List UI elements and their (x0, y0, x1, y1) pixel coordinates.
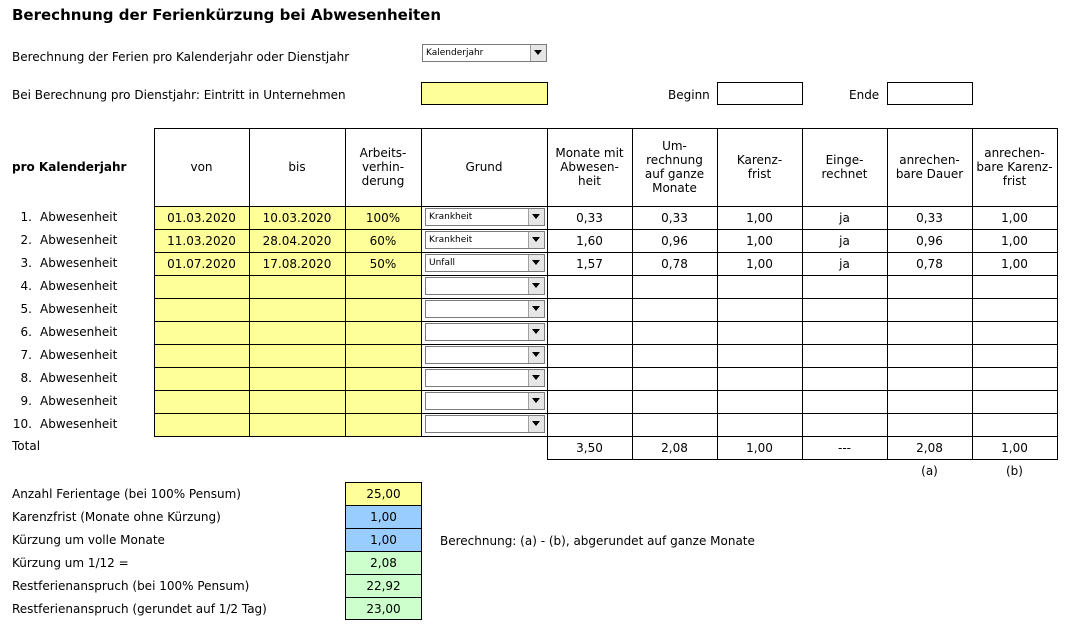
grid-line (802, 436, 803, 459)
grid-line (345, 206, 346, 436)
column-header: bis (288, 160, 306, 174)
cell-dauer (887, 321, 972, 344)
cell-dauer (887, 275, 972, 298)
cell-dauer: 0,78 (916, 256, 943, 271)
row-label (12, 256, 117, 270)
chevron-down-icon[interactable] (528, 255, 544, 271)
row-text: Abwesenheit (40, 417, 118, 431)
chevron-down-icon[interactable] (528, 393, 544, 409)
grid-line (1057, 436, 1058, 459)
reason-dropdown[interactable] (425, 231, 545, 249)
grid-line (887, 206, 888, 436)
footnote-b: (b) (1006, 464, 1023, 478)
calc-note: Berechnung: (a) - (b), abgerundet auf ganze Monate (440, 534, 755, 548)
grid-line (717, 206, 718, 436)
cell-karenz (717, 321, 802, 344)
grid-line (547, 436, 548, 459)
grid-line (421, 128, 422, 206)
row-number: 9. (20, 394, 32, 408)
cell-von[interactable]: 11.03.2020 (167, 233, 236, 248)
cell-pct[interactable] (345, 390, 421, 413)
cell-karenz: 1,00 (746, 256, 773, 271)
cell-pct[interactable] (345, 413, 421, 436)
chevron-down-icon[interactable] (528, 278, 544, 294)
cell-karenzfrist: 1,00 (1001, 210, 1028, 225)
summary-label: Restferienanspruch (gerundet auf 1/2 Tag) (12, 602, 267, 616)
summary-value: 22,92 (345, 574, 422, 597)
grid-line (249, 128, 250, 206)
reason-dropdown[interactable] (425, 369, 545, 387)
end-label: Ende (849, 88, 880, 102)
reason-dropdown-value: Krankheit (429, 235, 473, 245)
cell-bis[interactable] (249, 298, 345, 321)
column-header: Arbeits- verhin- derung (359, 146, 407, 188)
cell-karenzfrist (972, 390, 1057, 413)
entry-input[interactable] (421, 82, 548, 105)
column-header: Karenz- frist (736, 153, 783, 181)
grid-line (1057, 206, 1058, 436)
cell-einger (802, 367, 887, 390)
summary-label: Karenzfrist (Monate ohne Kürzung) (12, 510, 221, 524)
column-header: anrechen- bare Karenz- frist (976, 146, 1053, 188)
cell-pct[interactable] (345, 321, 421, 344)
cell-umrechnung (632, 344, 717, 367)
row-text: Abwesenheit (40, 302, 118, 316)
column-header: Um- rechnung auf ganze Monate (644, 139, 705, 195)
cell-umrechnung: 0,96 (661, 233, 688, 248)
cell-umrechnung: 0,33 (661, 210, 688, 225)
cell-monate (547, 275, 632, 298)
total-umrechnung: 2,08 (661, 440, 688, 455)
cell-pct[interactable] (345, 344, 421, 367)
grid-line (1057, 128, 1058, 206)
cell-karenz (717, 413, 802, 436)
total-karenz: 1,00 (746, 440, 773, 455)
cell-von[interactable]: 01.03.2020 (167, 210, 236, 225)
reason-dropdown[interactable] (425, 254, 545, 272)
row-header-label: pro Kalenderjahr (12, 160, 127, 174)
grid-line (547, 128, 548, 206)
cell-karenz (717, 390, 802, 413)
cell-dauer: 0,33 (916, 210, 943, 225)
cell-bis[interactable] (249, 390, 345, 413)
cell-dauer (887, 390, 972, 413)
mode-dropdown[interactable] (422, 44, 547, 62)
footnote-a: (a) (921, 464, 938, 478)
row-number: 1. (20, 210, 32, 224)
grid-line (802, 128, 803, 206)
row-number: 8. (20, 371, 32, 385)
row-text: Abwesenheit (40, 371, 118, 385)
cell-monate: 1,60 (576, 233, 603, 248)
cell-karenz (717, 298, 802, 321)
cell-einger (802, 321, 887, 344)
cell-monate (547, 298, 632, 321)
row-label (12, 233, 117, 247)
grid-line (887, 128, 888, 206)
cell-karenzfrist (972, 275, 1057, 298)
cell-monate: 1,57 (576, 256, 603, 271)
cell-karenz (717, 344, 802, 367)
cell-einger (802, 390, 887, 413)
cell-von[interactable] (154, 367, 249, 390)
row-label (12, 210, 117, 224)
cell-umrechnung (632, 275, 717, 298)
row-text: Abwesenheit (40, 233, 118, 247)
grid-line (154, 128, 155, 206)
cell-umrechnung: 0,78 (661, 256, 688, 271)
cell-karenzfrist: 1,00 (1001, 256, 1028, 271)
cell-von[interactable] (154, 413, 249, 436)
cell-dauer (887, 413, 972, 436)
summary-label: Kürzung um 1/12 = (12, 556, 129, 570)
row-number: 10. (12, 417, 32, 431)
cell-karenzfrist (972, 367, 1057, 390)
column-header: Einge- rechnet (821, 153, 868, 181)
row-label (12, 348, 117, 362)
cell-karenzfrist (972, 344, 1057, 367)
cell-einger (802, 298, 887, 321)
cell-monate: 0,33 (576, 210, 603, 225)
grid-line (547, 459, 1058, 460)
summary-value[interactable]: 25,00 (345, 482, 422, 505)
cell-einger: ja (839, 233, 850, 248)
reason-dropdown[interactable] (425, 392, 545, 410)
grid-line (717, 436, 718, 459)
cell-umrechnung (632, 298, 717, 321)
cell-dauer (887, 367, 972, 390)
cell-dauer: 0,96 (916, 233, 943, 248)
grid-line (154, 206, 155, 436)
column-header: von (190, 160, 213, 174)
cell-bis[interactable] (249, 275, 345, 298)
cell-bis[interactable]: 28.04.2020 (262, 233, 332, 248)
grid-line (547, 206, 548, 436)
cell-pct[interactable]: 100% (365, 210, 401, 225)
cell-dauer (887, 344, 972, 367)
row-text: Abwesenheit (40, 348, 118, 362)
row-label (12, 417, 117, 431)
summary-value: 2,08 (345, 551, 422, 574)
row-number: 3. (20, 256, 32, 270)
cell-umrechnung (632, 390, 717, 413)
chevron-down-icon[interactable] (528, 301, 544, 317)
cell-pct[interactable] (345, 298, 421, 321)
mode-dropdown-value: Kalenderjahr (426, 48, 484, 58)
cell-karenzfrist: 1,00 (1001, 233, 1028, 248)
column-header: Monate mit Abwesen- heit (555, 146, 624, 188)
cell-karenz (717, 367, 802, 390)
row-text: Abwesenheit (40, 394, 118, 408)
cell-umrechnung (632, 321, 717, 344)
summary-value: 1,00 (345, 505, 422, 528)
cell-karenzfrist (972, 298, 1057, 321)
cell-einger (802, 344, 887, 367)
row-label (12, 394, 117, 408)
cell-von[interactable] (154, 390, 249, 413)
page-title: Berechnung der Ferienkürzung bei Abwesenheiten (12, 6, 442, 24)
grid-line (632, 436, 633, 459)
cell-karenz: 1,00 (746, 210, 773, 225)
cell-monate (547, 367, 632, 390)
reason-dropdown[interactable] (425, 323, 545, 341)
cell-von[interactable]: 01.07.2020 (167, 256, 236, 271)
chevron-down-icon[interactable] (528, 416, 544, 432)
column-header: Grund (465, 160, 503, 174)
chevron-down-icon[interactable] (528, 209, 544, 225)
cell-von[interactable] (154, 298, 249, 321)
row-label (12, 302, 117, 316)
reason-dropdown[interactable] (425, 415, 545, 433)
cell-bis[interactable] (249, 367, 345, 390)
cell-einger (802, 413, 887, 436)
grid-line (972, 206, 973, 436)
cell-dauer (887, 298, 972, 321)
cell-karenzfrist (972, 321, 1057, 344)
summary-label: Anzahl Ferientage (bei 100% Pensum) (12, 487, 241, 501)
cell-von[interactable] (154, 321, 249, 344)
row-text: Abwesenheit (40, 256, 118, 270)
reason-dropdown-value: Unfall (429, 258, 455, 268)
reason-dropdown[interactable] (425, 277, 545, 295)
total-monate: 3,50 (576, 440, 603, 455)
grid-line (632, 128, 633, 206)
reason-dropdown[interactable] (425, 300, 545, 318)
total-einger: --- (838, 440, 851, 455)
chevron-down-icon[interactable] (530, 45, 546, 61)
reason-dropdown[interactable] (425, 208, 545, 226)
entry-label: Bei Berechnung pro Dienstjahr: Eintritt in Unternehmen (12, 88, 346, 102)
cell-einger: ja (839, 210, 850, 225)
summary-value: 1,00 (345, 528, 422, 551)
row-label (12, 325, 117, 339)
cell-pct[interactable] (345, 275, 421, 298)
chevron-down-icon[interactable] (528, 324, 544, 340)
row-number: 6. (20, 325, 32, 339)
cell-pct[interactable]: 60% (369, 233, 397, 248)
chevron-down-icon[interactable] (528, 370, 544, 386)
reason-dropdown-value: Krankheit (429, 212, 473, 222)
cell-karenz: 1,00 (746, 233, 773, 248)
cell-von[interactable] (154, 275, 249, 298)
cell-monate (547, 413, 632, 436)
chevron-down-icon[interactable] (528, 232, 544, 248)
row-number: 4. (20, 279, 32, 293)
cell-von[interactable] (154, 344, 249, 367)
row-text: Abwesenheit (40, 325, 118, 339)
cell-bis[interactable]: 10.03.2020 (262, 210, 332, 225)
grid-line (421, 206, 422, 436)
summary-label: Restferienanspruch (bei 100% Pensum) (12, 579, 250, 593)
grid-line (887, 436, 888, 459)
row-number: 2. (20, 233, 32, 247)
cell-einger (802, 275, 887, 298)
begin-label: Beginn (668, 88, 710, 102)
begin-input[interactable] (717, 82, 803, 105)
row-number: 5. (20, 302, 32, 316)
total-label: Total (12, 439, 41, 453)
cell-karenzfrist (972, 413, 1057, 436)
grid-line (345, 128, 346, 206)
row-text: Abwesenheit (40, 210, 118, 224)
grid-line (972, 128, 973, 206)
cell-monate (547, 321, 632, 344)
grid-line (717, 128, 718, 206)
row-label (12, 371, 117, 385)
cell-einger: ja (839, 256, 850, 271)
cell-karenz (717, 275, 802, 298)
cell-bis[interactable] (249, 413, 345, 436)
row-number: 7. (20, 348, 32, 362)
total-dauer: 2,08 (916, 440, 943, 455)
cell-pct[interactable]: 50% (369, 256, 397, 271)
grid-line (632, 206, 633, 436)
reason-dropdown[interactable] (425, 346, 545, 364)
cell-bis[interactable] (249, 344, 345, 367)
cell-umrechnung (632, 413, 717, 436)
grid-line (802, 206, 803, 436)
chevron-down-icon[interactable] (528, 347, 544, 363)
cell-monate (547, 344, 632, 367)
grid-line (249, 206, 250, 436)
row-text: Abwesenheit (40, 279, 118, 293)
cell-umrechnung (632, 367, 717, 390)
end-input[interactable] (887, 82, 973, 105)
row-label (12, 279, 117, 293)
cell-monate (547, 390, 632, 413)
summary-label: Kürzung um volle Monate (12, 533, 165, 547)
cell-bis[interactable] (249, 321, 345, 344)
grid-line (972, 436, 973, 459)
summary-value: 23,00 (345, 597, 422, 620)
cell-bis[interactable]: 17.08.2020 (262, 256, 332, 271)
total-karenzfrist: 1,00 (1001, 440, 1028, 455)
cell-pct[interactable] (345, 367, 421, 390)
column-header: anrechen- bare Dauer (895, 153, 964, 181)
mode-label: Berechnung der Ferien pro Kalenderjahr oder Dienstjahr (12, 50, 350, 64)
grid-line (154, 128, 1058, 129)
